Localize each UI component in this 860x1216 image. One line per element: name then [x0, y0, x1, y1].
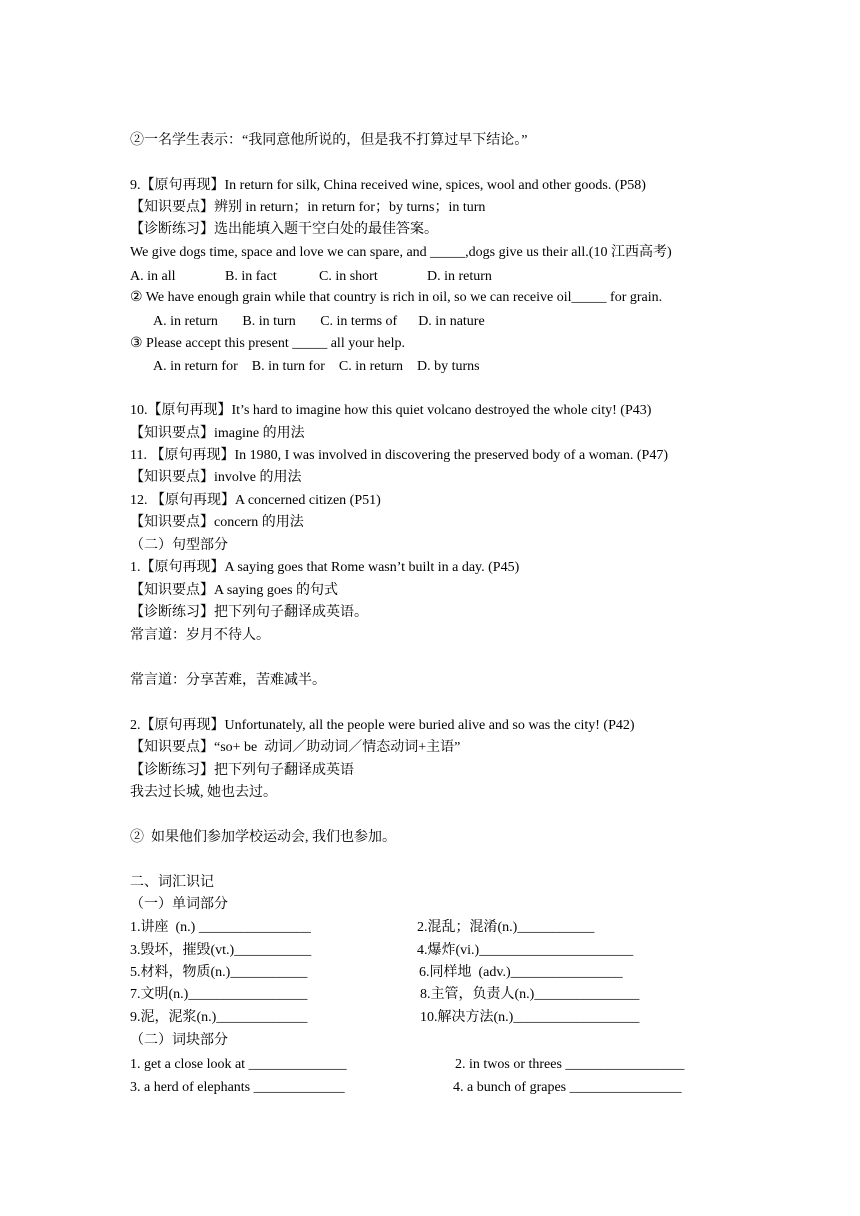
s1-point: 【知识要点】A saying goes 的句式: [130, 583, 339, 598]
chunk-item: 1. get a close look at ______________: [130, 1057, 347, 1072]
chunk-item: 2. in twos or threes _________________: [455, 1057, 685, 1072]
word-item: 8.主管，负责人(n.)_______________: [420, 987, 640, 1002]
s1-line2: 常言道：分享苦难，苦难减半。: [130, 673, 326, 688]
q10-point: 【知识要点】imagine 的用法: [130, 426, 305, 441]
q9-item1-option-b: B. in fact: [225, 269, 277, 284]
q9-item1-option-a: A. in all: [130, 269, 176, 284]
s2-point: 【知识要点】“so+ be 动词／助动词／情态动词+主语”: [130, 740, 461, 755]
word-item: 3.毁坏，摧毁(vt.)___________: [130, 943, 312, 958]
q12-point: 【知识要点】concern 的用法: [130, 515, 304, 530]
word-item: 5.材料，物质(n.)___________: [130, 965, 308, 980]
q9-item1-option-d: D. in return: [427, 269, 492, 284]
vocab-title: 二、词汇识记: [130, 875, 214, 890]
word-item: 10.解决方法(n.)__________________: [420, 1010, 640, 1025]
s2-original: 2.【原句再现】Unfortunately, all the people were buried alive and so was the city! (P42): [130, 718, 635, 733]
q9-point: 【知识要点】辨别 in return；in return for；by turns；in turn: [130, 200, 486, 215]
word-item: 6.同样地 (adv.)________________: [419, 965, 623, 980]
s2-line2: ② 如果他们参加学校运动会, 我们也参加。: [130, 830, 396, 845]
word-item: 1.讲座 (n.) ________________: [130, 920, 311, 935]
s2-line1: 我去过长城, 她也去过。: [130, 785, 277, 800]
s1-practice: 【诊断练习】把下列句子翻译成英语。: [130, 605, 368, 620]
vocab-chunks-title: （二）词块部分: [130, 1033, 228, 1048]
s1-line1: 常言道：岁月不待人。: [130, 628, 270, 643]
q9-item2: ② We have enough grain while that country is rich in oil, so we can receive oil_____ for grain.: [130, 290, 663, 305]
vocab-words-title: （一）单词部分: [130, 897, 228, 912]
q12-original: 12. 【原句再现】A concerned citizen (P51): [130, 493, 381, 508]
q9-item3: ③ Please accept this present _____ all your help.: [130, 336, 405, 351]
chunk-item: 3. a herd of elephants _____________: [130, 1080, 345, 1095]
s1-original: 1.【原句再现】A saying goes that Rome wasn’t built in a day. (P45): [130, 560, 520, 575]
q9-item3-options: A. in return for B. in turn for C. in return D. by turns: [153, 359, 480, 374]
chunk-item: 4. a bunch of grapes ________________: [453, 1080, 682, 1095]
q11-point: 【知识要点】involve 的用法: [130, 470, 302, 485]
q9-item2-options: A. in return B. in turn C. in terms of D. in nature: [153, 314, 485, 329]
q9-practice: 【诊断练习】选出能填入题干空白处的最佳答案。: [130, 222, 438, 237]
q9-item1-option-c: C. in short: [319, 269, 378, 284]
q10-original: 10.【原句再现】It’s hard to imagine how this quiet volcano destroyed the whole city! (P43): [130, 403, 652, 418]
word-item: 2.混乱；混淆(n.)___________: [417, 920, 595, 935]
q9-original: 9.【原句再现】In return for silk, China received wine, spices, wool and other goods. (P58): [130, 178, 646, 193]
q11-original: 11. 【原句再现】In 1980, I was involved in discovering the preserved body of a woman. (P47): [130, 448, 668, 463]
word-item: 7.文明(n.)_________________: [130, 987, 308, 1002]
s2-practice: 【诊断练习】把下列句子翻译成英语: [130, 763, 354, 778]
section-sentence-title: （二）句型部分: [130, 538, 228, 553]
word-item: 9.泥，泥浆(n.)_____________: [130, 1010, 308, 1025]
translation-item-2: ②一名学生表示：“我同意他所说的，但是我不打算过早下结论。”: [130, 133, 528, 148]
word-item: 4.爆炸(vi.)______________________: [417, 943, 634, 958]
q9-item1: We give dogs time, space and love we can spare, and _____,dogs give us their all.(10 江西高考): [130, 245, 672, 260]
